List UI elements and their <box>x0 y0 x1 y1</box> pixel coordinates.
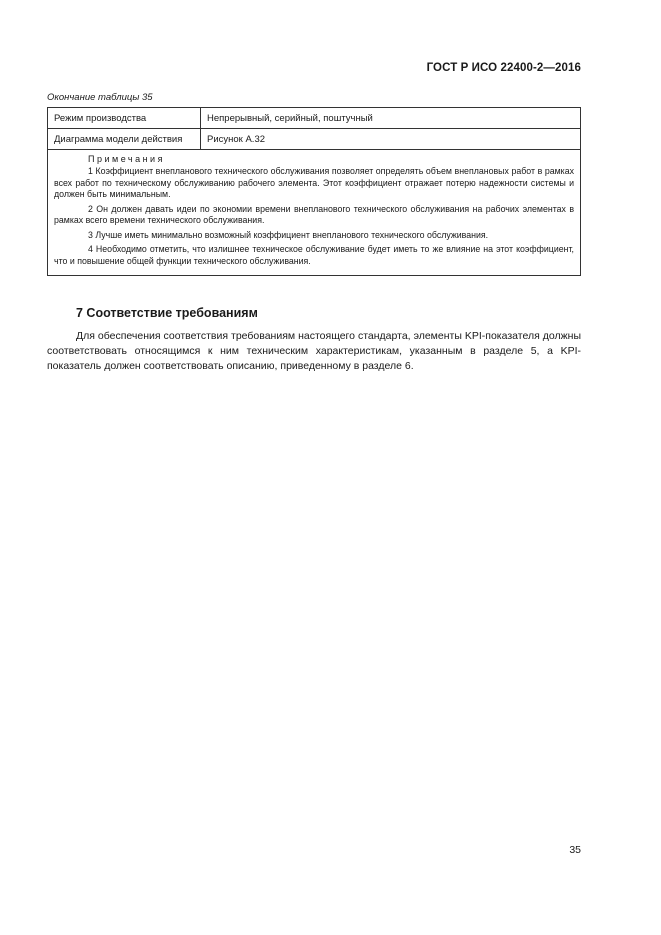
table-cell-label: Диаграмма модели действия <box>48 129 201 150</box>
table-cell-label: Режим производства <box>48 108 201 129</box>
spec-table <box>47 107 581 276</box>
table-row <box>48 129 581 150</box>
section-title: 7 Соответствие требованиям <box>76 306 258 320</box>
note-item: 4 Необходимо отметить, что излишнее техническое обслуживание будет иметь то же влияние на этот коэффициент, что и повышение общей функции технического обслуживания. <box>54 244 574 266</box>
table-caption: Окончание таблицы 35 <box>47 92 153 103</box>
note-item: 1 Коэффициент внепланового технического обслуживания позволяет определять объем внеплановых работ в рамках всех работ по техническому обслуживанию рабочего элемента. Этот коэффициент отражает потерю надежности системы и должен быть минимальным. <box>54 166 574 199</box>
table-cell-value: Рисунок А.32 <box>201 129 581 150</box>
table-row-notes <box>48 150 581 276</box>
section-paragraph: Для обеспечения соответствия требованиям настоящего стандарта, элементы KPI-показателя должны соответствовать относящимся к ним техническим характеристикам, указанным в разделе 5, а KPI-показатель должен соответствовать описанию, приведенному в разделе 6. <box>47 330 581 372</box>
page-number: 35 <box>569 844 581 856</box>
table-row <box>48 108 581 129</box>
note-item: 2 Он должен давать идеи по экономии времени внепланового технического обслуживания на рабочих элементах в рамках всего времени технического обслуживания. <box>54 203 574 225</box>
notes-cell <box>48 150 581 276</box>
notes-heading: Примечания <box>88 154 165 164</box>
note-item: 3 Лучше иметь минимально возможный коэффициент внепланового технического обслуживания. <box>88 229 489 240</box>
table-cell-value: Непрерывный, серийный, поштучный <box>201 108 581 129</box>
document-standard-code: ГОСТ Р ИСО 22400-2—2016 <box>426 62 581 74</box>
